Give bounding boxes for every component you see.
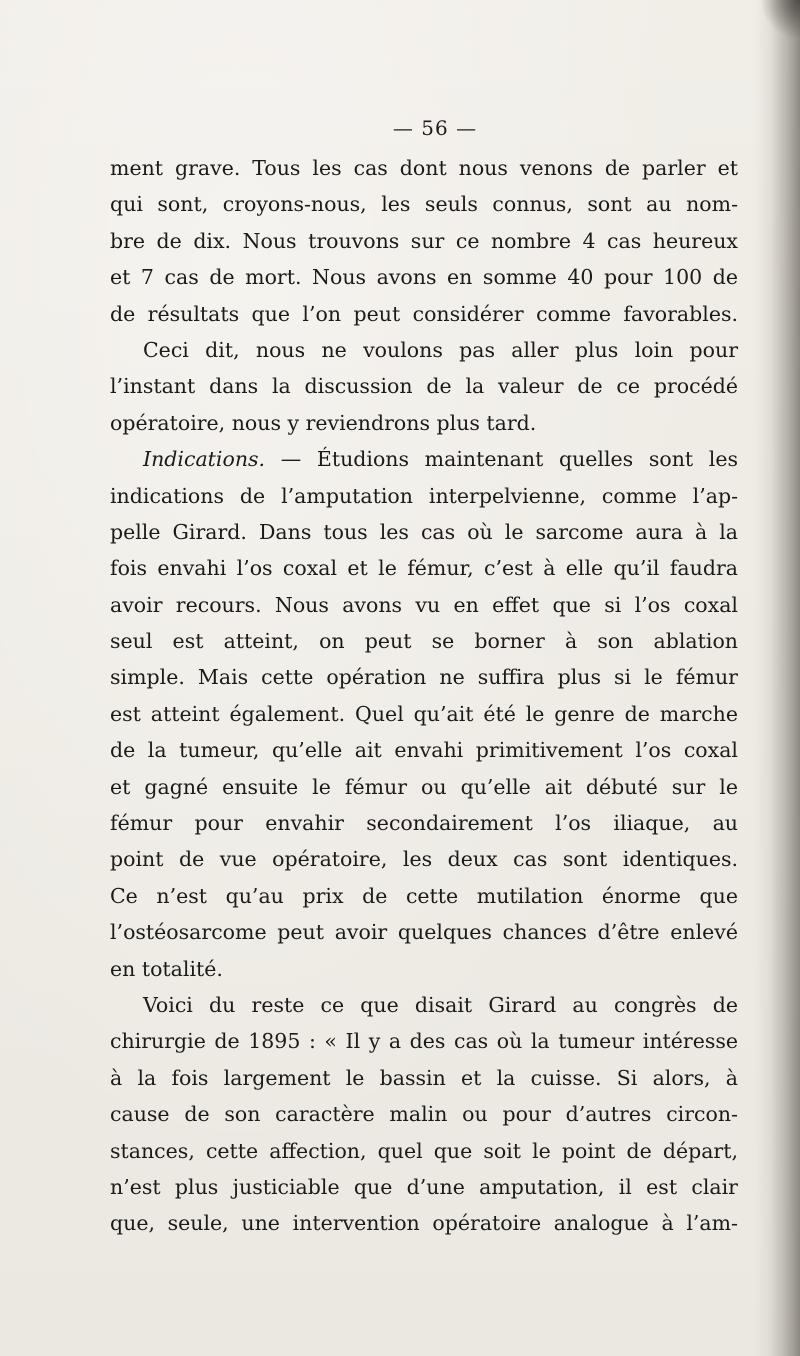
- page-edge-shadow: [754, 0, 800, 1356]
- text-line: Ce n’est qu’au prix de cette mutilation énorme que: [110, 883, 738, 908]
- text-line: Voici du reste ce que disait Girard au congrès de: [143, 992, 738, 1017]
- text-line: est atteint également. Quel qu’ait été le genre de marche: [110, 701, 738, 726]
- text-line: chirurgie de 1895 : « Il y a des cas où la tumeur intéresse: [110, 1029, 738, 1054]
- text-line: pelle Girard. Dans tous les cas où le sarcome aura à la: [110, 519, 738, 544]
- text-line: Ceci dit, nous ne voulons pas aller plus loin pour: [143, 337, 738, 362]
- text-line: n’est plus justiciable que d’une amputation, il est clair: [110, 1174, 738, 1199]
- text-line: point de vue opératoire, les deux cas sont identiques.: [110, 847, 738, 872]
- text-line: cause de son caractère malin ou pour d’autres circon-: [110, 1102, 738, 1127]
- text-line: [110, 441, 738, 477]
- section-heading-indications: Indications.: [143, 447, 266, 472]
- text-line: à la fois largement le bassin et la cuisse. Si alors, à: [110, 1065, 738, 1090]
- text-line: avoir recours. Nous avons vu en effet que si l’os coxal: [110, 592, 738, 617]
- text-line: que, seule, une intervention opératoire analogue à l’am-: [110, 1211, 738, 1236]
- text-line: indications de l’amputation interpelvienne, comme l’ap-: [110, 483, 738, 508]
- text-line: de résultats que l’on peut considérer comme favorables.: [110, 301, 738, 326]
- text-line: seul est atteint, on peut se borner à son ablation: [110, 629, 738, 654]
- text-line: fois envahi l’os coxal et le fémur, c’est à elle qu’il faudra: [110, 556, 738, 581]
- body-text: [110, 150, 738, 1242]
- text-line: bre de dix. Nous trouvons sur ce nombre 4 cas heureux: [110, 228, 738, 253]
- text-line: l’instant dans la discussion de la valeur de ce procédé: [110, 374, 738, 399]
- section-heading-continuation: — Étudions maintenant quelles sont les: [265, 447, 738, 472]
- text-line: qui sont, croyons-nous, les seuls connus, sont au nom-: [110, 192, 738, 217]
- text-line: stances, cette affection, quel que soit le point de départ,: [110, 1138, 738, 1163]
- text-line: opératoire, nous y reviendrons plus tard.: [110, 410, 537, 435]
- page-number: — 56 —: [392, 116, 478, 140]
- text-line: de la tumeur, qu’elle ait envahi primitivement l’os coxal: [110, 738, 738, 763]
- text-line: et gagné ensuite le fémur ou qu’elle ait débuté sur le: [110, 774, 738, 799]
- text-line: et 7 cas de mort. Nous avons en somme 40 pour 100 de: [110, 265, 738, 290]
- text-line: fémur pour envahir secondairement l’os iliaque, au: [110, 811, 738, 836]
- text-line: l’ostéosarcome peut avoir quelques chances d’être enlevé: [110, 920, 738, 945]
- page-corner-shadow: [760, 0, 800, 40]
- text-line: ment grave. Tous les cas dont nous venons de parler et: [110, 156, 738, 180]
- text-line: en totalité.: [110, 956, 223, 981]
- text-line: simple. Mais cette opération ne suffira plus si le fémur: [110, 665, 738, 690]
